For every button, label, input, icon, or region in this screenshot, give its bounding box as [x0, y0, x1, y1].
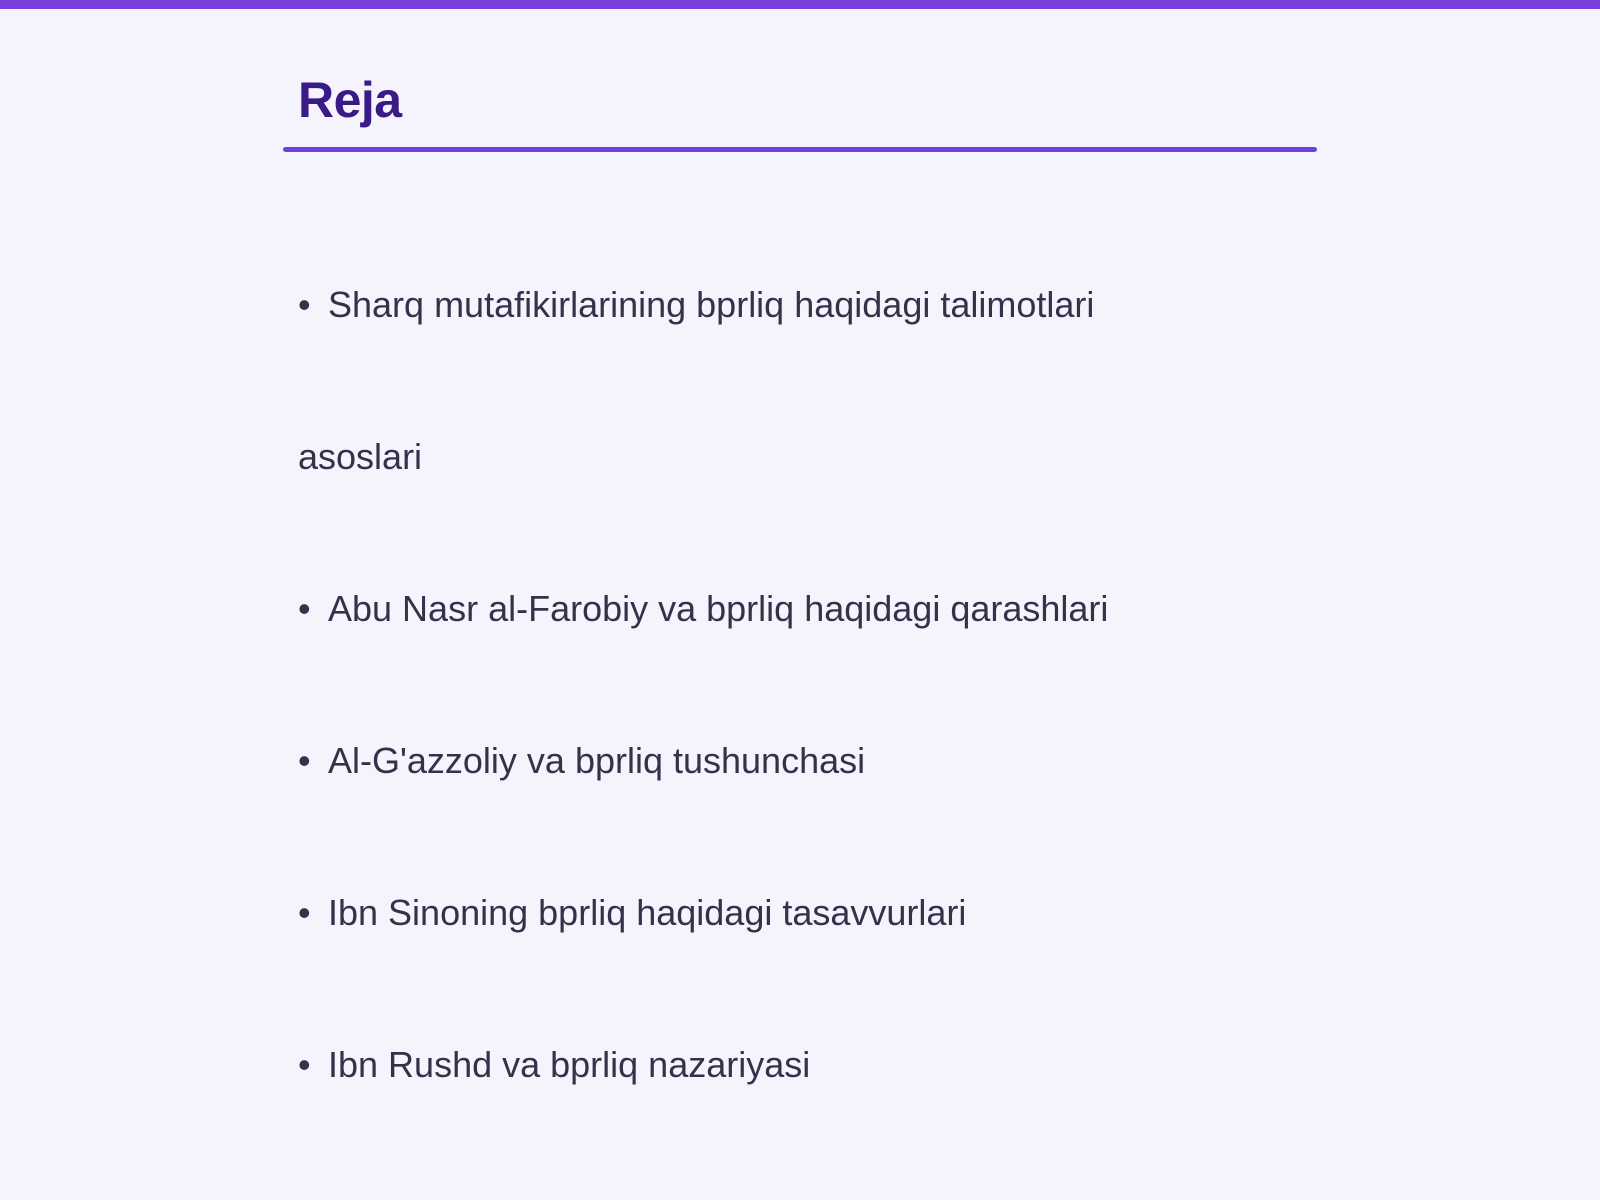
list-item — [298, 739, 865, 783]
list-item — [298, 283, 1094, 327]
list-item-text: Ibn Sinoning bprliq haqidagi tasavvurlari — [328, 892, 967, 933]
list-item — [298, 587, 1108, 631]
list-item-text: Sharq mutafikirlarining bprliq haqidagi talimotlari — [328, 284, 1095, 325]
list-item — [298, 1043, 810, 1087]
list-item-text: Al-G'azzoliy va bprliq tushunchasi — [328, 740, 866, 781]
list-item-continuation — [298, 435, 422, 479]
title-underline — [283, 147, 1317, 152]
list-item-text: asoslari — [298, 436, 423, 477]
list-item-text: Abu Nasr al-Farobiy va bprliq haqidagi qarashlari — [328, 588, 1109, 629]
list-item — [298, 891, 966, 935]
bullet-icon: • — [298, 1044, 311, 1085]
bullet-icon: • — [298, 284, 311, 325]
bullet-icon: • — [298, 740, 311, 781]
bullet-icon: • — [298, 892, 311, 933]
slide-title: Reja — [298, 72, 402, 128]
bullet-icon: • — [298, 588, 311, 629]
list-item-text: Ibn Rushd va bprliq nazariyasi — [328, 1044, 811, 1085]
top-accent-bar — [0, 0, 1600, 9]
